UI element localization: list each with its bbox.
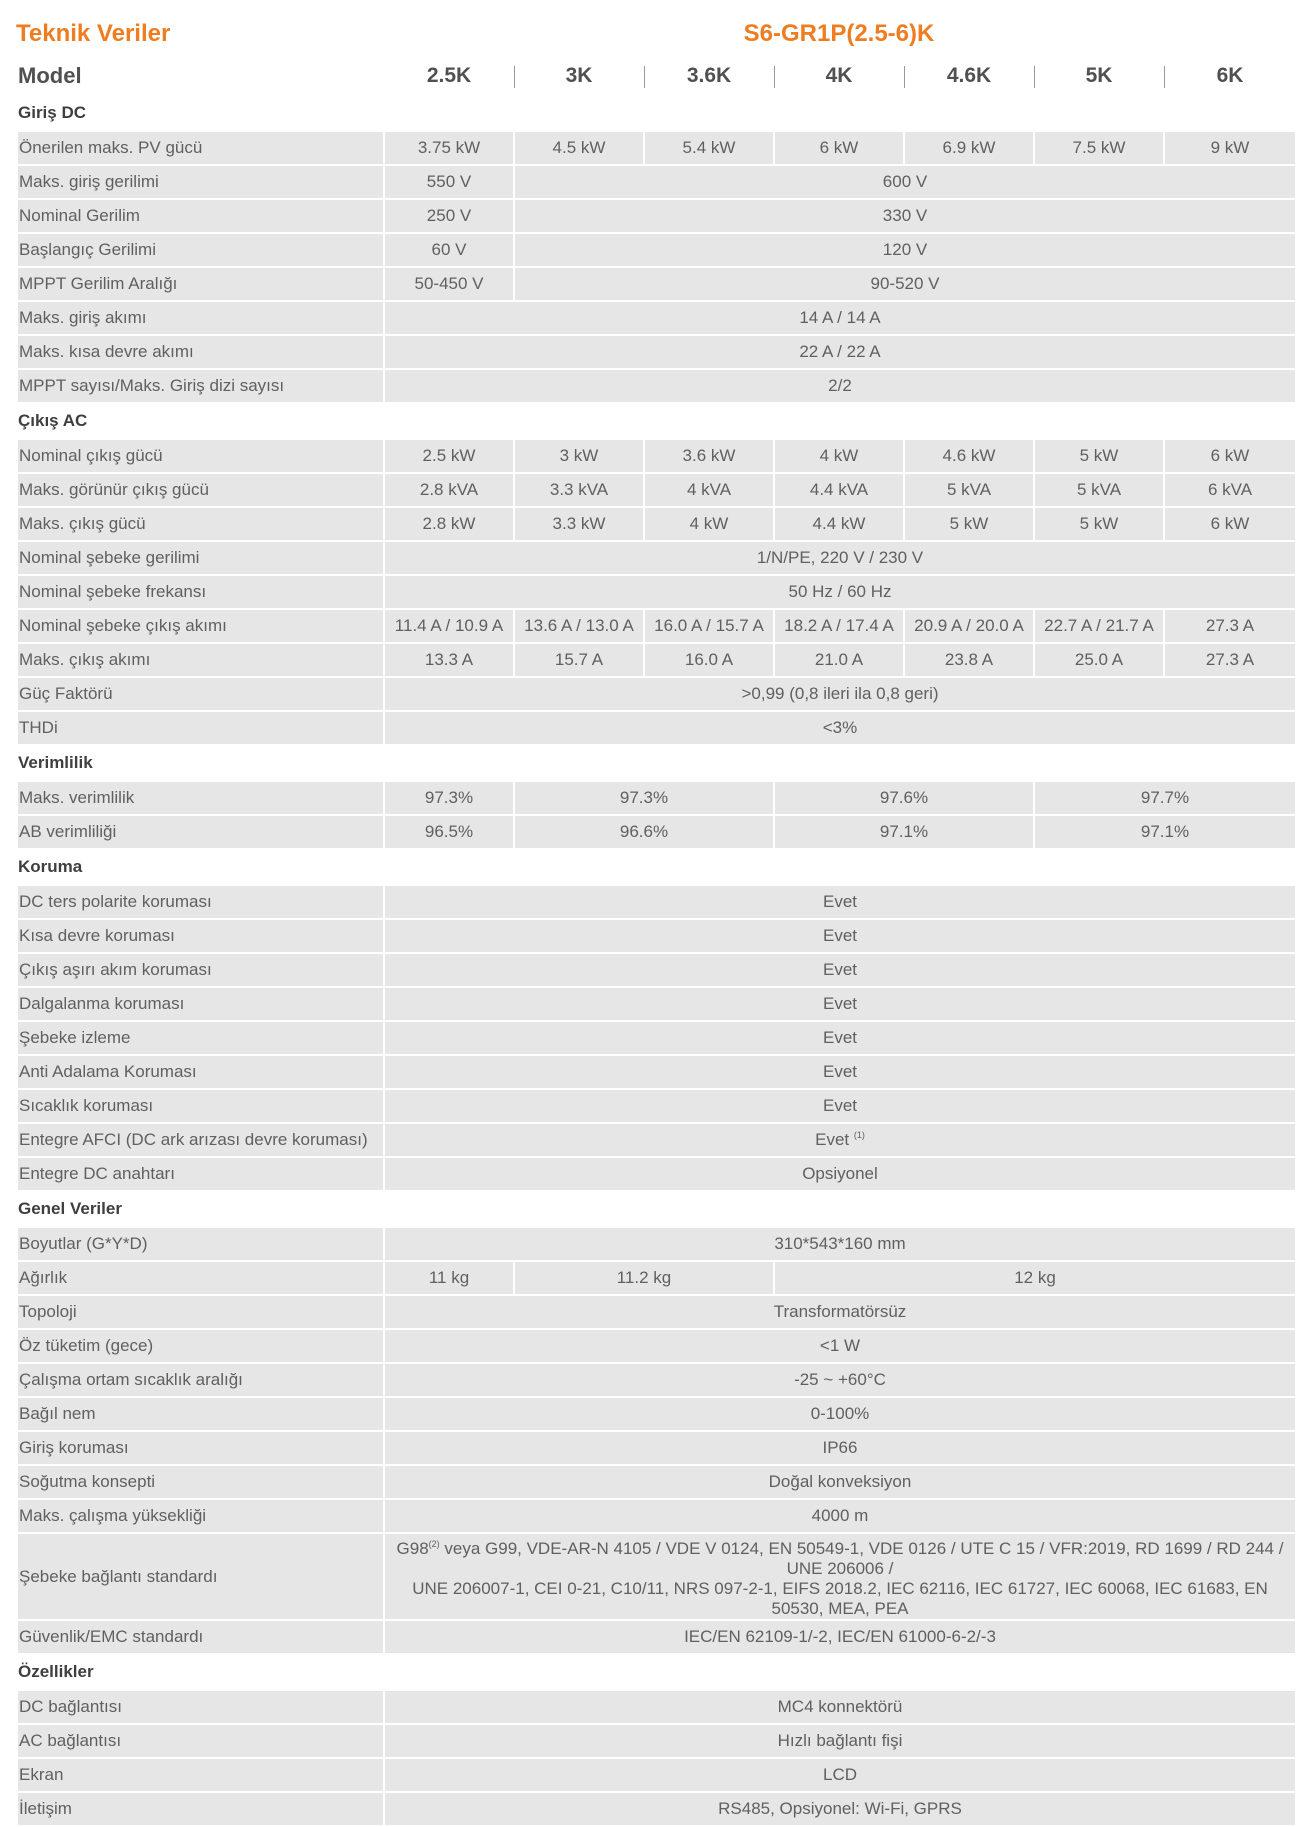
- row-label: Ağırlık: [17, 1261, 384, 1295]
- spec-row: [17, 1758, 1296, 1792]
- footnote-marker: (2): [428, 1539, 440, 1549]
- row-value: Evet: [384, 919, 1296, 953]
- spec-row: [17, 1431, 1296, 1465]
- row-value: 330 V: [514, 199, 1296, 233]
- standard-prefix: G98: [396, 1539, 429, 1558]
- row-value: >0,99 (0,8 ileri ila 0,8 geri): [384, 677, 1296, 711]
- row-value: 4 kW: [774, 439, 904, 473]
- spec-row: [17, 1620, 1296, 1654]
- row-value: 3.3 kVA: [514, 473, 644, 507]
- row-value: 250 V: [384, 199, 514, 233]
- spec-row: [17, 781, 1296, 815]
- row-value: 1/N/PE, 220 V / 230 V: [384, 541, 1296, 575]
- row-value: 3 kW: [514, 439, 644, 473]
- row-value: 15.7 A: [514, 643, 644, 677]
- spec-row: [17, 1295, 1296, 1329]
- row-value: 90-520 V: [514, 267, 1296, 301]
- row-value: 25.0 A: [1034, 643, 1164, 677]
- spec-row: [17, 711, 1296, 745]
- row-value: Evet: [815, 1130, 850, 1149]
- standard-text: veya G99, VDE-AR-N 4105 / VDE V 0124, EN 50549-1, VDE 0126 / UTE C 15 / VFR:2019, RD 1699 / RD 244 / UNE 206006 /: [439, 1539, 1284, 1578]
- row-value: 22.7 A / 21.7 A: [1034, 609, 1164, 643]
- row-value: 4000 m: [384, 1499, 1296, 1533]
- model-column: 4.6K: [904, 56, 1034, 96]
- row-value: LCD: [384, 1758, 1296, 1792]
- spec-row: [17, 1363, 1296, 1397]
- standard-line-1: [389, 1534, 1291, 1579]
- model-header-row: [17, 56, 1296, 96]
- row-value: 11.2 kg: [514, 1261, 774, 1295]
- spec-row: [17, 1690, 1296, 1724]
- row-value: 12 kg: [774, 1261, 1296, 1295]
- spec-row: [17, 677, 1296, 711]
- row-value: 4.6 kW: [904, 439, 1034, 473]
- row-label: Maks. çıkış gücü: [17, 507, 384, 541]
- row-label: Maks. görünür çıkış gücü: [17, 473, 384, 507]
- model-column: 3K: [514, 56, 644, 96]
- row-label: DC bağlantısı: [17, 1690, 384, 1724]
- spec-row: [17, 1465, 1296, 1499]
- row-value: 14 A / 14 A: [384, 301, 1296, 335]
- model-column: 2.5K: [426, 64, 472, 87]
- row-value: 22 A / 22 A: [384, 335, 1296, 369]
- spec-row: [17, 473, 1296, 507]
- row-value: Opsiyonel: [384, 1157, 1296, 1191]
- row-value: 7.5 kW: [1034, 131, 1164, 165]
- row-label: Nominal çıkış gücü: [17, 439, 384, 473]
- spec-table: [16, 56, 1297, 1827]
- section-header: [17, 745, 1296, 781]
- row-value: 5 kW: [1034, 439, 1164, 473]
- row-label: Şebeke bağlantı standardı: [17, 1533, 384, 1620]
- spec-row: [17, 815, 1296, 849]
- row-value: 6 kW: [1164, 507, 1296, 541]
- spec-row: [17, 1021, 1296, 1055]
- section-title: Genel Veriler: [17, 1191, 1296, 1227]
- row-value: Evet: [384, 1021, 1296, 1055]
- row-label: Bağıl nem: [17, 1397, 384, 1431]
- row-label: Nominal şebeke frekansı: [17, 575, 384, 609]
- row-value: RS485, Opsiyonel: Wi-Fi, GPRS: [384, 1792, 1296, 1826]
- row-value: 2.8 kW: [384, 507, 514, 541]
- row-label: Maks. verimlilik: [17, 781, 384, 815]
- row-value: Transformatörsüz: [384, 1295, 1296, 1329]
- row-value: 23.8 A: [904, 643, 1034, 677]
- row-value: 310*543*160 mm: [384, 1227, 1296, 1261]
- spec-sheet: [16, 18, 1295, 1827]
- spec-row: [17, 1499, 1296, 1533]
- row-value: 97.3%: [384, 781, 514, 815]
- row-value: 6.9 kW: [904, 131, 1034, 165]
- row-value: 60 V: [384, 233, 514, 267]
- row-value: 2.5 kW: [384, 439, 514, 473]
- row-value: 20.9 A / 20.0 A: [904, 609, 1034, 643]
- row-value: 2.8 kVA: [384, 473, 514, 507]
- product-title: S6-GR1P(2.5-6)K: [743, 20, 935, 47]
- row-label: Maks. kısa devre akımı: [17, 335, 384, 369]
- row-label: Nominal Gerilim: [17, 199, 384, 233]
- spec-row: [17, 369, 1296, 403]
- row-label: AB verimliliği: [17, 815, 384, 849]
- row-value: 97.6%: [774, 781, 1034, 815]
- row-label: MPPT sayısı/Maks. Giriş dizi sayısı: [17, 369, 384, 403]
- row-value: 3.75 kW: [384, 131, 514, 165]
- row-label: Önerilen maks. PV gücü: [17, 131, 384, 165]
- row-value: 3.6 kW: [644, 439, 774, 473]
- row-label: Nominal şebeke gerilimi: [17, 541, 384, 575]
- row-value: 3.3 kW: [514, 507, 644, 541]
- row-value: 4 kVA: [644, 473, 774, 507]
- row-value: 13.6 A / 13.0 A: [514, 609, 644, 643]
- row-label: MPPT Gerilim Aralığı: [17, 267, 384, 301]
- row-label: Dalgalanma koruması: [17, 987, 384, 1021]
- row-value: 13.3 A: [384, 643, 514, 677]
- row-value: 97.7%: [1034, 781, 1296, 815]
- section-title: Giriş DC: [17, 96, 1296, 131]
- row-value: 4.4 kVA: [774, 473, 904, 507]
- spec-row: [17, 267, 1296, 301]
- spec-row: [17, 987, 1296, 1021]
- section-title: Çıkış AC: [17, 403, 1296, 439]
- section-header: [17, 1191, 1296, 1227]
- spec-row: [17, 541, 1296, 575]
- row-value: 4.5 kW: [514, 131, 644, 165]
- row-label: Güç Faktörü: [17, 677, 384, 711]
- row-label: Güvenlik/EMC standardı: [17, 1620, 384, 1654]
- row-label: Maks. çıkış akımı: [17, 643, 384, 677]
- row-label: Çalışma ortam sıcaklık aralığı: [17, 1363, 384, 1397]
- spec-row: [17, 131, 1296, 165]
- row-value: MC4 konnektörü: [384, 1690, 1296, 1724]
- row-value: -25 ~ +60°C: [384, 1363, 1296, 1397]
- section-title: Koruma: [17, 849, 1296, 885]
- row-value: 120 V: [514, 233, 1296, 267]
- spec-row: [17, 953, 1296, 987]
- spec-row: [17, 199, 1296, 233]
- row-label: İletişim: [17, 1792, 384, 1826]
- row-value: Evet: [384, 987, 1296, 1021]
- row-value: 27.3 A: [1164, 643, 1296, 677]
- row-value: 6 kVA: [1164, 473, 1296, 507]
- spec-row: [17, 1533, 1296, 1620]
- row-value: Evet: [384, 885, 1296, 919]
- row-value: 27.3 A: [1164, 609, 1296, 643]
- row-label: Maks. giriş akımı: [17, 301, 384, 335]
- standard-line-2: UNE 206007-1, CEI 0-21, C10/11, NRS 097-2-1, EIFS 2018.2, IEC 62116, IEC 61727, IEC 60068, IEC 61683, EN 50530, MEA, PEA: [412, 1579, 1268, 1618]
- row-label: THDi: [17, 711, 384, 745]
- row-label: Topoloji: [17, 1295, 384, 1329]
- row-label: Entegre AFCI (DC ark arızası devre koruması): [17, 1123, 384, 1157]
- model-column: 6K: [1164, 56, 1296, 96]
- spec-row: [17, 609, 1296, 643]
- row-value: Evet: [384, 1055, 1296, 1089]
- row-value: 50 Hz / 60 Hz: [384, 575, 1296, 609]
- row-value: 2/2: [384, 369, 1296, 403]
- row-value: 600 V: [514, 165, 1296, 199]
- row-label: Entegre DC anahtarı: [17, 1157, 384, 1191]
- spec-row: [17, 1089, 1296, 1123]
- title-row: [16, 18, 1295, 56]
- row-value: IP66: [384, 1431, 1296, 1465]
- row-value: 6 kW: [774, 131, 904, 165]
- model-column: 3.6K: [644, 56, 774, 96]
- row-label: Maks. çalışma yüksekliği: [17, 1499, 384, 1533]
- section-title: Verimlilik: [17, 745, 1296, 781]
- spec-row: [17, 575, 1296, 609]
- row-value: 97.1%: [1034, 815, 1296, 849]
- row-value-cell: [384, 1533, 1296, 1620]
- spec-row: [17, 1227, 1296, 1261]
- row-value: 16.0 A / 15.7 A: [644, 609, 774, 643]
- row-value: 9 kW: [1164, 131, 1296, 165]
- row-value: 4.4 kW: [774, 507, 904, 541]
- row-value: <1 W: [384, 1329, 1296, 1363]
- row-label: Başlangıç Gerilimi: [17, 233, 384, 267]
- spec-row: [17, 1792, 1296, 1826]
- row-value: 97.1%: [774, 815, 1034, 849]
- spec-row: [17, 1261, 1296, 1295]
- row-label: Anti Adalama Koruması: [17, 1055, 384, 1089]
- row-value: 97.3%: [514, 781, 774, 815]
- footnote-marker: (1): [853, 1130, 865, 1140]
- spec-row: [17, 1724, 1296, 1758]
- row-value: 5 kVA: [1034, 473, 1164, 507]
- spec-row: [17, 1123, 1296, 1157]
- spec-row: [17, 1157, 1296, 1191]
- row-value: <3%: [384, 711, 1296, 745]
- row-value: 550 V: [384, 165, 514, 199]
- section-header: [17, 849, 1296, 885]
- row-value: Doğal konveksiyon: [384, 1465, 1296, 1499]
- row-value: 4 kW: [644, 507, 774, 541]
- row-value: 5 kW: [904, 507, 1034, 541]
- row-value: 5 kW: [1034, 507, 1164, 541]
- row-value: 50-450 V: [384, 267, 514, 301]
- row-value: 96.5%: [384, 815, 514, 849]
- row-value: IEC/EN 62109-1/-2, IEC/EN 61000-6-2/-3: [384, 1620, 1296, 1654]
- row-value: 0-100%: [384, 1397, 1296, 1431]
- row-label: AC bağlantısı: [17, 1724, 384, 1758]
- model-column: 4K: [774, 56, 904, 96]
- spec-row: [17, 233, 1296, 267]
- spec-row: [17, 507, 1296, 541]
- spec-row: [17, 301, 1296, 335]
- row-label: Ekran: [17, 1758, 384, 1792]
- row-value: 18.2 A / 17.4 A: [774, 609, 904, 643]
- row-value: Evet: [384, 1089, 1296, 1123]
- section-header: [17, 403, 1296, 439]
- spec-row: [17, 643, 1296, 677]
- row-label: Öz tüketim (gece): [17, 1329, 384, 1363]
- spec-row: [17, 335, 1296, 369]
- row-value: 5 kVA: [904, 473, 1034, 507]
- section-header: [17, 96, 1296, 131]
- section-title: Özellikler: [17, 1654, 1296, 1690]
- row-value: 6 kW: [1164, 439, 1296, 473]
- row-value: Evet: [384, 953, 1296, 987]
- row-label: DC ters polarite koruması: [17, 885, 384, 919]
- page-title: Teknik Veriler: [16, 20, 171, 47]
- spec-row: [17, 1329, 1296, 1363]
- spec-row: [17, 1397, 1296, 1431]
- row-value: Hızlı bağlantı fişi: [384, 1724, 1296, 1758]
- row-value: 11 kg: [384, 1261, 514, 1295]
- section-header: [17, 1654, 1296, 1690]
- row-value-cell: [384, 1123, 1296, 1157]
- row-label: Giriş koruması: [17, 1431, 384, 1465]
- spec-row: [17, 885, 1296, 919]
- model-column: 5K: [1034, 56, 1164, 96]
- row-value: 96.6%: [514, 815, 774, 849]
- spec-row: [17, 439, 1296, 473]
- row-label: Şebeke izleme: [17, 1021, 384, 1055]
- row-value: 16.0 A: [644, 643, 774, 677]
- spec-row: [17, 165, 1296, 199]
- spec-row: [17, 919, 1296, 953]
- row-label: Sıcaklık koruması: [17, 1089, 384, 1123]
- row-label: Soğutma konsepti: [17, 1465, 384, 1499]
- row-value: 5.4 kW: [644, 131, 774, 165]
- row-value: 11.4 A / 10.9 A: [384, 609, 514, 643]
- spec-row: [17, 1055, 1296, 1089]
- row-label: Boyutlar (G*Y*D): [17, 1227, 384, 1261]
- row-label: Nominal şebeke çıkış akımı: [17, 609, 384, 643]
- row-label: Maks. giriş gerilimi: [17, 165, 384, 199]
- row-label: Kısa devre koruması: [17, 919, 384, 953]
- row-value: 21.0 A: [774, 643, 904, 677]
- model-label: Model: [18, 63, 82, 88]
- row-label: Çıkış aşırı akım koruması: [17, 953, 384, 987]
